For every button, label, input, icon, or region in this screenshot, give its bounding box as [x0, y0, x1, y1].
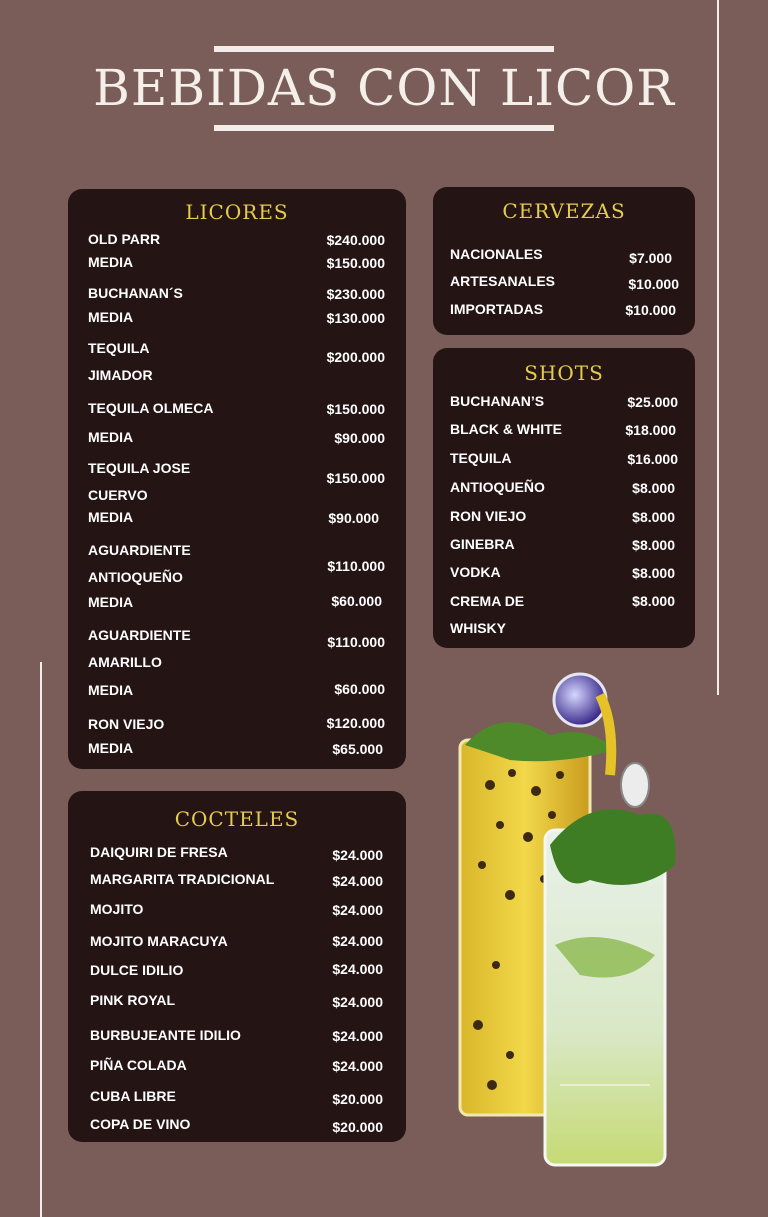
menu-item-price: $8.000 [632, 509, 675, 525]
menu-item-name: DULCE IDILIO [90, 962, 184, 978]
menu-item-price: $24.000 [332, 847, 383, 863]
menu-item-price: $24.000 [332, 873, 383, 889]
menu-item-price: $24.000 [332, 902, 383, 918]
menu-item-price: $24.000 [332, 933, 383, 949]
menu-item-name: VODKA [450, 564, 501, 580]
menu-item-name: MEDIA [88, 594, 134, 610]
shots-panel [433, 348, 695, 648]
menu-item-name: DAIQUIRI DE FRESA [90, 844, 228, 860]
menu-item-price: $240.000 [326, 232, 385, 248]
menu-item-name: TEQUILA OLMECA [88, 400, 214, 416]
menu-item-name: MEDIA [88, 254, 134, 270]
menu-item-price: $230.000 [326, 286, 385, 302]
menu-item-price: $10.000 [628, 276, 679, 292]
menu-item-name: AGUARDIENTE [88, 542, 191, 558]
menu-item-name: RON VIEJO [88, 716, 165, 732]
menu-item-price: $150.000 [326, 401, 385, 417]
licores-heading: LICORES [185, 200, 289, 224]
menu-item-name: TEQUILA JOSE [88, 460, 191, 476]
menu-item-price: $16.000 [627, 451, 678, 467]
menu-item-price: $20.000 [332, 1119, 383, 1135]
cervezas-panel [433, 187, 695, 335]
menu-item-name: BUCHANAN´S [88, 285, 183, 301]
menu-item-price: $8.000 [632, 537, 675, 553]
menu-item-name: RON VIEJO [450, 508, 527, 524]
menu-item-name: MEDIA [88, 309, 134, 325]
menu-item-price: $8.000 [632, 480, 675, 496]
menu-item-name: ANTIOQUEÑO [450, 479, 545, 495]
menu-item-name: PINK ROYAL [90, 992, 176, 1008]
menu-item-name: MEDIA [88, 429, 134, 445]
menu-item-price: $60.000 [334, 681, 385, 697]
menu-item-name: OLD PARR [88, 231, 161, 247]
menu-item-name: GINEBRA [450, 536, 515, 552]
menu-item-price: $90.000 [328, 510, 379, 526]
menu-item-name: CREMA DE [450, 593, 525, 609]
menu-item-price: $110.000 [327, 558, 385, 574]
menu-item-name: ARTESANALES [450, 273, 556, 289]
cocteles-panel [68, 791, 406, 1142]
menu-item-name: AGUARDIENTE [88, 627, 191, 643]
menu-item-name: COPA DE VINO [90, 1116, 191, 1132]
page-title: BEBIDAS CON LICOR [93, 59, 675, 117]
cocktail-illustration [440, 665, 700, 1175]
menu-item-price: $110.000 [327, 634, 385, 650]
menu-item-name: MEDIA [88, 509, 134, 525]
menu-item-name-line2: JIMADOR [88, 367, 153, 383]
menu-item-price: $25.000 [627, 394, 678, 410]
menu-item-name: MOJITO MARACUYA [90, 933, 228, 949]
title-top-rule [214, 46, 554, 52]
menu-item-price: $150.000 [326, 255, 385, 271]
menu-item-price: $8.000 [632, 593, 675, 609]
menu-item-name-line2: CUERVO [88, 487, 148, 503]
menu-item-name: MEDIA [88, 682, 134, 698]
title-bottom-rule [214, 125, 554, 131]
menu-item-price: $24.000 [332, 994, 383, 1010]
menu-item-name: MEDIA [88, 740, 134, 756]
menu-item-price: $24.000 [332, 1028, 383, 1044]
menu-item-price: $120.000 [326, 715, 385, 731]
menu-item-price: $65.000 [332, 741, 383, 757]
menu-item-price: $24.000 [332, 961, 383, 977]
menu-item-price: $7.000 [629, 250, 672, 266]
licores-panel [68, 189, 406, 769]
menu-item-name: MARGARITA TRADICIONAL [90, 871, 275, 887]
menu-item-name-line2: ANTIOQUEÑO [88, 569, 183, 585]
menu-item-price: $10.000 [625, 302, 676, 318]
menu-item-name: CUBA LIBRE [90, 1088, 176, 1104]
left-divider-line [40, 662, 42, 1217]
menu-item-name: TEQUILA [450, 450, 512, 466]
menu-item-price: $24.000 [332, 1058, 383, 1074]
menu-item-name-line2: WHISKY [450, 620, 506, 636]
menu-item-price: $90.000 [334, 430, 385, 446]
menu-item-price: $18.000 [625, 422, 676, 438]
menu-item-price: $150.000 [326, 470, 385, 486]
menu-item-name-line2: AMARILLO [88, 654, 162, 670]
menu-item-name: BUCHANAN’S [450, 393, 545, 409]
menu-item-name: TEQUILA [88, 340, 150, 356]
menu-item-price: $60.000 [331, 593, 382, 609]
cervezas-heading: CERVEZAS [502, 199, 626, 223]
menu-item-price: $130.000 [326, 310, 385, 326]
menu-item-name: BURBUJEANTE IDILIO [90, 1027, 241, 1043]
cocteles-heading: COCTELES [174, 807, 300, 831]
menu-item-name: NACIONALES [450, 246, 543, 262]
menu-item-name: PIÑA COLADA [90, 1057, 187, 1073]
menu-item-price: $20.000 [332, 1091, 383, 1107]
menu-item-name: MOJITO [90, 901, 144, 917]
shots-heading: SHOTS [524, 361, 604, 385]
menu-item-name: BLACK & WHITE [450, 421, 562, 437]
menu-item-price: $200.000 [326, 349, 385, 365]
menu-item-price: $8.000 [632, 565, 675, 581]
menu-item-name: IMPORTADAS [450, 301, 544, 317]
